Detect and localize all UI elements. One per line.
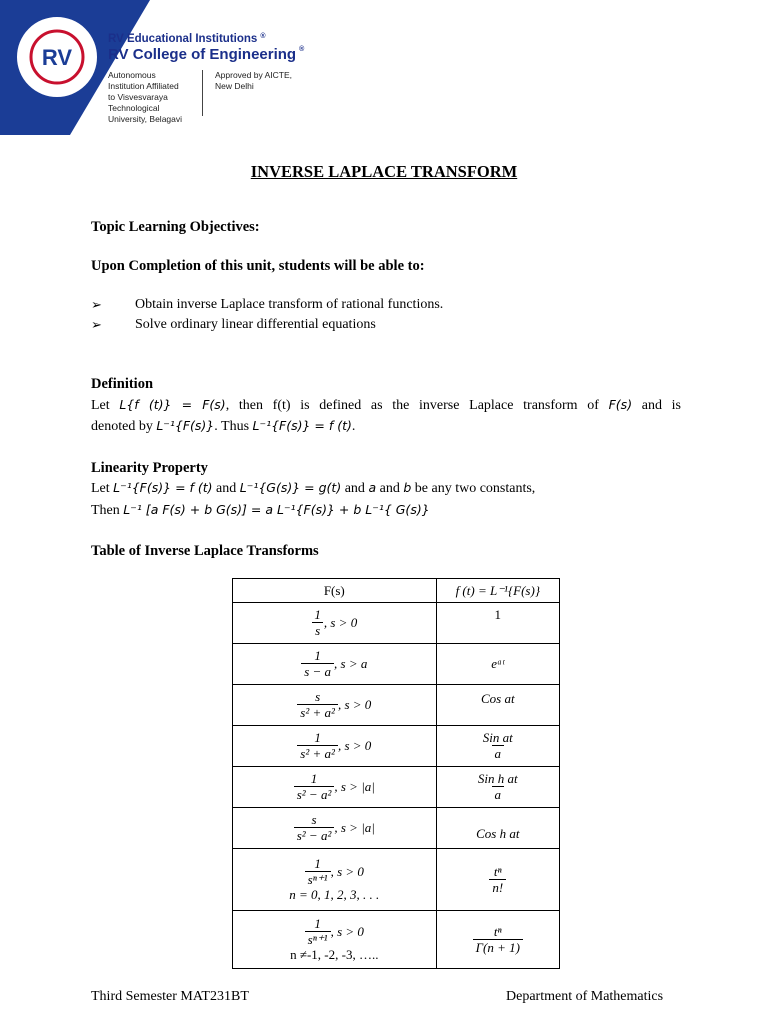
fraction [311,608,324,638]
definition-line1 [91,397,681,414]
result-denominator: a [492,745,505,761]
bullet-icon: ➢ [91,297,102,312]
bullet-icon: ➢ [91,317,102,332]
table-row [233,726,560,767]
fraction-denominator: sⁿ⁺¹ [305,931,331,947]
page-title: INVERSE LAPLACE TRANSFORM [250,162,518,181]
result-fraction [489,865,506,895]
fraction-numerator: 1 [314,916,321,931]
result-denominator: a [492,786,505,802]
fraction [297,731,338,761]
fraction-denominator: s − a [301,663,334,679]
autonomous-note [108,70,200,125]
table-header-row [233,579,560,603]
registered-mark-2: ® [299,46,305,53]
definition-text: . [351,419,356,434]
fraction-numerator: 1 [310,771,318,786]
table-row [233,911,560,969]
fs-cell [233,767,437,808]
table-heading: Table of Inverse Laplace Transforms [91,543,319,559]
fraction [294,772,335,802]
objectives-subheading: Upon Completion of this unit, students will be able to: [91,258,425,274]
linearity-math: b [403,480,412,495]
condition: , s > 0 [337,697,372,712]
footer-department: Department of Mathematics [506,989,664,1004]
fraction [305,857,331,887]
linearity-math: a [368,480,377,495]
definition-math: L{f (t)} = F(s) [119,397,226,412]
fraction [305,917,331,947]
fraction-denominator: s² − a² [294,786,335,802]
approved-line: Approved by AICTE, [215,70,293,80]
definition-heading: Definition [91,376,154,392]
result-numerator: tⁿ [493,923,502,939]
fraction-denominator: s² + a² [297,704,338,720]
fs-cell [233,808,437,849]
fraction [301,649,334,679]
condition: , s > 0 [323,615,358,630]
range-note: n ≠-1, -2, -3, ….. [290,947,379,962]
definition-math: L⁻¹{F(s)} [156,418,215,433]
linearity-heading: Linearity Property [91,460,208,476]
fs-cell [233,726,437,767]
result-numerator: Sin at [482,730,513,745]
linearity-line2 [91,502,430,519]
condition: , s > |a| [334,820,375,835]
fraction-denominator: sⁿ⁺¹ [305,871,331,887]
autonomous-line: Institution Affiliated [108,81,179,91]
fraction-numerator: s [311,812,317,827]
fs-cell [233,603,437,644]
approval-note [215,70,325,92]
autonomous-line: University, Belagavi [108,114,183,124]
fraction-numerator: 1 [314,607,321,622]
result-denominator: Γ(n + 1) [473,939,523,955]
definition-line2 [91,418,355,435]
condition: , s > a [334,656,368,671]
definition-text: , then f(t) is defined as the inverse Laplace transform of [225,398,609,413]
fraction-numerator: 1 [314,856,321,871]
fraction-numerator: s [315,689,321,704]
linearity-line1 [91,480,535,497]
definition-math: L⁻¹{F(s)} = f (t) [252,418,352,433]
result-numerator: tⁿ [493,863,502,879]
footer-course: Third Semester MAT231BT [91,989,249,1004]
approved-line: New Delhi [215,81,254,91]
definition-text: . Thus [214,419,253,434]
definition-text: Let [91,398,120,413]
ft-cell [436,726,559,767]
header-divider [202,70,203,116]
table-row [233,685,560,726]
result-numerator: Sin h at [477,771,518,786]
linearity-text: and [341,481,369,496]
linearity-text: Then [91,503,124,518]
definition-text: and is [632,398,681,413]
inverse-laplace-table [232,578,560,969]
institution-line1: RV Educational Institutions [108,33,258,45]
fraction-denominator: s² − a² [294,827,335,843]
ft-cell: eᵃᵗ [436,644,559,685]
autonomous-line: Autonomous [108,70,156,80]
ft-cell: Cos h at [436,808,559,849]
fraction-denominator: s [312,622,323,638]
ft-cell [436,849,559,911]
fraction-numerator: 1 [314,648,321,663]
objectives-heading: Topic Learning Objectives: [91,219,260,235]
college-name [108,46,304,63]
condition: , s > |a| [334,779,375,794]
table-row [233,767,560,808]
table-row [233,644,560,685]
table-row [233,849,560,911]
autonomous-line: Technological [108,103,160,113]
ft-cell [436,767,559,808]
autonomous-line: to Visvesvaraya [108,92,168,102]
fraction [294,813,335,843]
objective-item: Solve ordinary linear differential equations [135,317,376,332]
linearity-text: and [376,481,404,496]
definition-text: denoted by [91,419,157,434]
ft-cell [436,911,559,969]
institution-line2: RV College of Engineering [108,46,297,63]
condition: , s > 0 [330,864,364,879]
linearity-math: L⁻¹{F(s)} = f (t) [113,480,213,495]
fs-cell [233,911,437,969]
linearity-text: and [212,481,240,496]
linearity-math: L⁻¹ [a F(s) + b G(s)] = a L⁻¹{F(s)} + b L⁻¹{ G(s)} [123,502,430,517]
condition: , s > 0 [330,924,364,939]
result-fraction [473,925,523,955]
result-fraction [480,731,516,761]
range-note: n = 0, 1, 2, 3, . . . [289,887,380,902]
col-header-fs: F(s) [233,579,437,603]
condition: , s > 0 [337,738,372,753]
table-row [233,603,560,644]
objective-item: Obtain inverse Laplace transform of rational functions. [135,297,444,312]
result-fraction [475,772,521,802]
fs-cell [233,644,437,685]
table-row [233,808,560,849]
college-logo [14,14,100,100]
logo-text: RV [41,45,73,70]
fs-cell [233,685,437,726]
ft-cell: 1 [436,603,559,644]
result-denominator: n! [489,879,506,895]
registered-mark-1: ® [260,33,266,40]
fraction [297,690,338,720]
ft-cell: Cos at [436,685,559,726]
fs-cell [233,849,437,911]
fraction-denominator: s² + a² [297,745,338,761]
definition-math: F(s) [608,397,633,412]
fraction-numerator: 1 [314,730,321,745]
linearity-math: L⁻¹{G(s)} = g(t) [239,480,342,495]
linearity-text: be any two constants, [411,481,536,496]
col-header-ft: f (t) = L⁻¹{F(s)} [436,579,559,603]
institution-group-name [108,33,265,45]
linearity-text: Let [91,481,114,496]
